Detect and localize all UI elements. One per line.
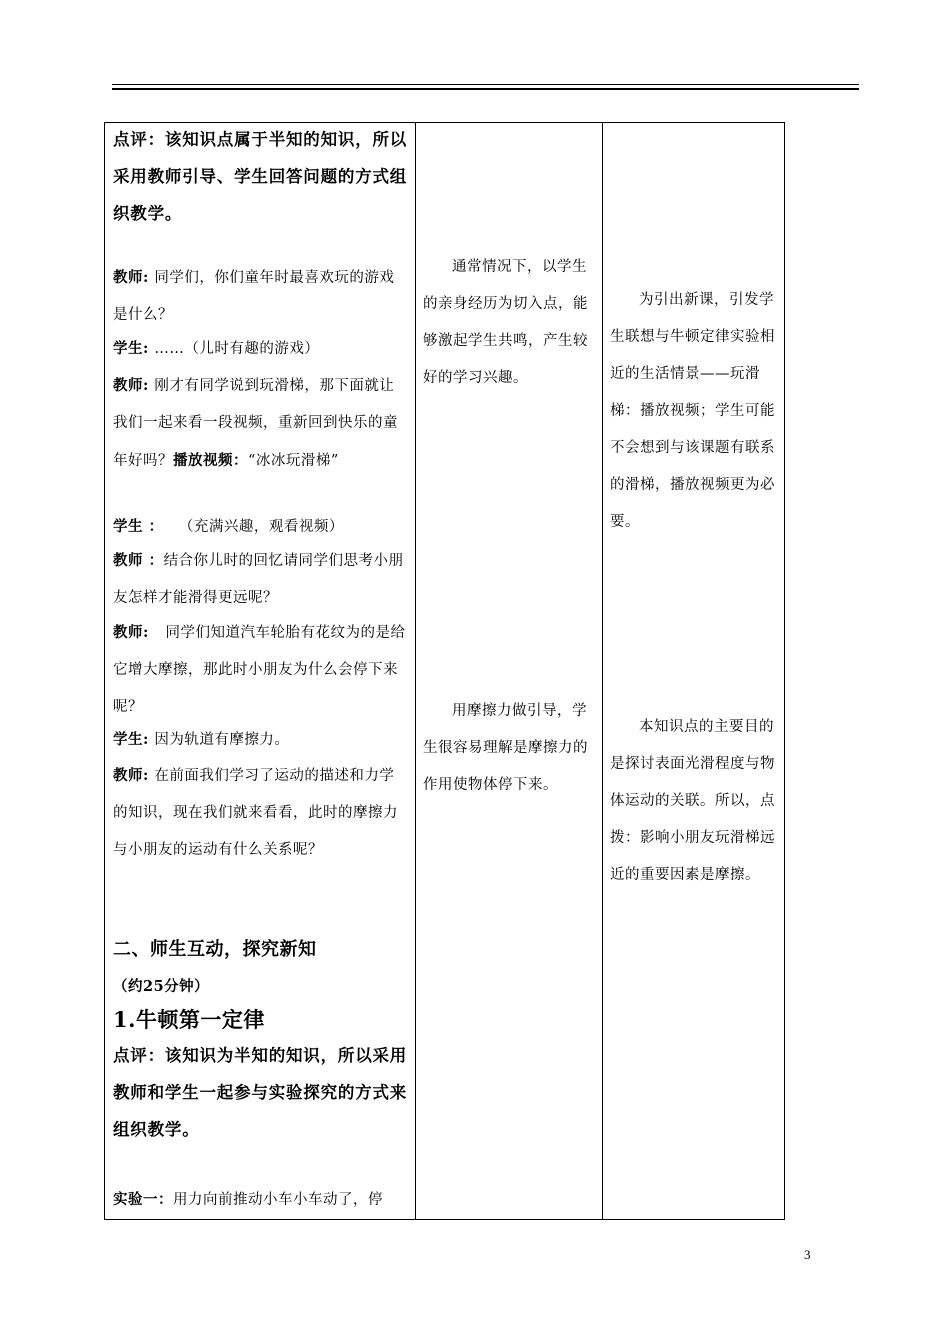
column-divider-1 xyxy=(415,123,416,1219)
dialogue-text: （充满兴趣，观看视频） xyxy=(178,519,344,535)
page-number: 3 xyxy=(804,1247,811,1262)
dialogue-2: 学生: ……（儿时有趣的游戏） xyxy=(113,340,320,357)
dialogue-7: 学生: 因为轨道有摩擦力。 xyxy=(113,731,290,748)
speaker-label: 学生 xyxy=(113,340,143,357)
comment-1: 点评：该知识点属于半知的知识，所以采用教师引导、学生回答问题的方式组织教学。 xyxy=(113,130,408,223)
dialogue-text: 结合你儿时的回忆请同学们思考小朋友怎样才能滑得更远呢？ xyxy=(113,553,404,606)
speaker-label: 学生 xyxy=(113,518,149,535)
dialogue-text: 在前面我们学习了运动的描述和力学的知识，现在我们就来看看，此时的摩擦力与小朋友的运动有什么关系呢？ xyxy=(113,768,398,858)
dialogue-1: 教师: 同学们，你们童年时最喜欢玩的游戏是什么？ xyxy=(113,269,395,323)
dialogue-8: 教师: 在前面我们学习了运动的描述和力学的知识，现在我们就来看看，此时的摩擦力与小朋友的运动有什么关系呢？ xyxy=(113,767,398,858)
dialogue-text: 同学们，你们童年时最喜欢玩的游戏是什么？ xyxy=(113,270,395,323)
dialogue-4: 学生 ： （充满兴趣，观看视频） xyxy=(113,518,344,535)
experiment-label: 实验一： xyxy=(113,1191,173,1208)
speaker-label: 教师 xyxy=(113,624,143,641)
subsection-title: 1.牛顿第一定律 xyxy=(113,1007,265,1032)
dialogue-text: 刚才有同学说到玩滑梯，那下面就让我们一起来看一段视频，重新回到快乐的童年好吗？ xyxy=(113,378,398,469)
header-rule-thin xyxy=(112,84,859,85)
header-rule-thick xyxy=(112,88,859,90)
play-video-label: 播放视频： xyxy=(173,452,248,469)
mid-note-2: 用摩擦力做引导，学生很容易理解是摩擦力的作用使物体停下来。 xyxy=(423,703,588,793)
column-divider-2 xyxy=(602,123,603,1219)
comment-2: 点评：该知识为半知的知识，所以采用教师和学生一起参与实验探究的方式来组织教学。 xyxy=(113,1046,408,1139)
video-title: “冰冰玩滑梯” xyxy=(248,453,339,469)
dialogue-5: 教师 ：结合你儿时的回忆请同学们思考小朋友怎样才能滑得更远呢？ xyxy=(113,552,404,606)
mid-note-1: 通常情况下，以学生的亲身经历为切入点，能够激起学生共鸣，产生较好的学习兴趣。 xyxy=(423,259,588,386)
speaker-label: 教师 xyxy=(113,552,149,569)
right-note-2: 本知识点的主要目的是探讨表面光滑程度与物体运动的关联。所以，点拨：影响小朋友玩滑梯远近的重要因素是摩擦。 xyxy=(610,719,775,883)
speaker-label: 学生 xyxy=(113,731,143,748)
dialogue-text: ……（儿时有趣的游戏） xyxy=(154,341,320,357)
speaker-label: 教师 xyxy=(113,767,143,784)
dialogue-text: 因为轨道有摩擦力。 xyxy=(154,732,290,748)
right-note-1: 为引出新课，引发学生联想与牛顿定律实验相近的生活情景——玩滑梯：播放视频；学生可能不会想到与该课题有联系的滑梯，播放视频更为必要。 xyxy=(610,292,775,530)
experiment-1 xyxy=(113,1181,409,1219)
dialogue-text: 同学们知道汽车轮胎有花纹为的是给它增大摩擦，那此时小朋友为什么会停下来呢？ xyxy=(113,625,406,715)
section-note: （约25分钟） xyxy=(113,978,210,995)
experiment-text: 用力向前推动小车小车动了，停 xyxy=(173,1192,383,1208)
section-title: 二、师生互动，探究新知（约25分钟） xyxy=(113,939,317,995)
dialogue-6: 教师: 同学们知道汽车轮胎有花纹为的是给它增大摩擦，那此时小朋友为什么会停下来呢？ xyxy=(113,624,406,715)
dialogue-3: 教师: 刚才有同学说到玩滑梯，那下面就让我们一起来看一段视频，重新回到快乐的童年好吗？播放视频：“冰冰玩滑梯” xyxy=(113,377,398,469)
speaker-label: 教师 xyxy=(113,269,143,286)
speaker-label: 教师 xyxy=(113,377,143,394)
